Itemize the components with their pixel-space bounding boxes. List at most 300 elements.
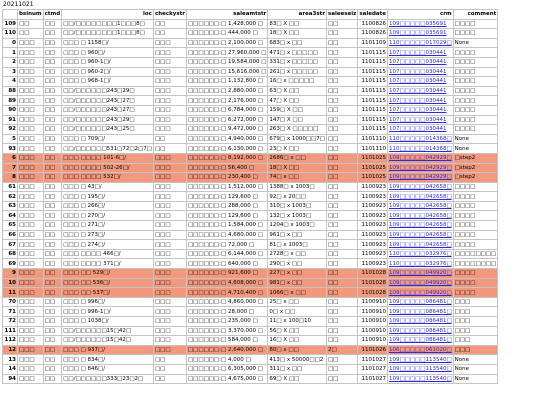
table-row[interactable]	[3, 125, 498, 135]
cell-saledate: 1100910	[358, 317, 388, 327]
cell-saledate: 1101115	[358, 48, 388, 58]
table-row[interactable]	[3, 38, 498, 48]
cell-crm-link[interactable]: 109□□□□□086481□	[388, 299, 452, 306]
column-header-bsinum[interactable]: bsinum	[19, 11, 42, 18]
row-index: 62	[3, 192, 18, 202]
cell-comment: □□□□	[453, 105, 498, 115]
cell-ctmd: □□	[43, 307, 62, 317]
cell-ctmd: □□	[43, 345, 62, 355]
cell-bsinum: □□□	[18, 259, 44, 269]
column-header-ctmd[interactable]: ctmd	[44, 11, 61, 18]
cell-loc: □□□ □ 960-1□/	[62, 57, 154, 67]
cell-saleamtstr: □□□□□□:□ 235,000 □	[186, 317, 267, 327]
cell-crm-link[interactable]: 109□□□□□113540□	[388, 366, 452, 373]
cell-bsinum: □□□	[18, 336, 44, 346]
cell-saledate: 1101027	[358, 355, 388, 365]
cell-saleeseiz: □□	[326, 105, 357, 115]
cell-saleamtstr: □□□□□□:□ 2,100,000 □	[186, 38, 267, 48]
table-row[interactable]	[3, 288, 498, 298]
cell-saleeseiz: □□	[326, 221, 357, 231]
cell-ctmd: □□	[43, 211, 62, 221]
cell-saleamtstr: □□□□□□:□ 3,370,000 □	[186, 326, 267, 336]
cell-saledate: 1101110	[358, 134, 388, 144]
cell-checkystr: □□□	[153, 48, 186, 58]
cell-bsinum: □□□	[18, 288, 44, 298]
table-row[interactable]	[3, 278, 498, 288]
cell-loc: □□/□□□□□□□□1□□□8□	[62, 29, 154, 39]
cell-comment: □□□□	[453, 211, 498, 221]
cell-checkystr: □□	[153, 355, 186, 365]
cell-ctmd: □□	[43, 115, 62, 125]
cell-crm-link[interactable]: 110□□□□□014368□	[388, 136, 452, 143]
cell-comment: None	[453, 144, 498, 154]
cell-crm-link[interactable]: 109□□□□□042658□	[388, 183, 452, 190]
cell-bsinum: □□□	[18, 48, 44, 58]
cell-crm-link[interactable]: 110□□□□□032976□	[388, 260, 452, 267]
cell-comment: □□□□	[453, 182, 498, 192]
cell-checkystr: □□□	[153, 163, 186, 173]
cell-saleeseiz: □□	[326, 230, 357, 240]
cell-checkystr: □□	[153, 364, 186, 374]
cell-bsinum: □□□	[18, 326, 44, 336]
cell-saledate: 1101115	[358, 125, 388, 135]
cell-area3str: 69□ X □□	[268, 374, 327, 384]
row-index: 112	[3, 336, 18, 346]
cell-bsinum: □□□	[18, 134, 44, 144]
cell-crm-link[interactable]: 109□□□□□049920□	[388, 279, 452, 286]
table-row[interactable]	[3, 374, 498, 384]
cell-crm-link[interactable]: 107□□□□□030441	[387, 57, 453, 67]
cell-saleeseiz: □□	[326, 307, 357, 317]
cell-ctmd: □□	[43, 86, 62, 96]
table-row[interactable]	[3, 249, 498, 259]
cell-checkystr: □□□	[153, 345, 186, 355]
column-header-index[interactable]	[3, 10, 18, 20]
cell-comment: □□□□	[453, 221, 498, 231]
cell-crm-link[interactable]: 110□□□□□017029□	[388, 40, 452, 47]
data-table	[2, 9, 498, 384]
cell-saleeseiz: □□	[326, 288, 357, 298]
cell-checkystr: □□	[153, 29, 186, 39]
table-row[interactable]	[3, 230, 498, 240]
column-header-saleamtstr[interactable]: saleamtstr	[186, 10, 267, 20]
cell-comment: □□□□□□□□	[454, 251, 497, 258]
cell-comment: □□□□	[453, 96, 498, 106]
cell-crm-link[interactable]: 109□□□□□086481□	[388, 308, 452, 315]
cell-ctmd: □□	[43, 221, 62, 231]
cell-comment: None	[453, 134, 498, 144]
cell-loc: □□□ □□ 537□/	[62, 288, 154, 298]
row-index: 72	[3, 317, 18, 327]
column-header-saledate[interactable]: saledate	[359, 11, 386, 18]
row-index: 88	[3, 86, 18, 96]
table-row[interactable]	[3, 364, 498, 374]
cell-saledate: 1100910	[358, 336, 388, 346]
cell-saledate: 1100923	[358, 211, 388, 221]
cell-saleeseiz: □□	[326, 86, 357, 96]
cell-saledate: 1100923	[358, 221, 388, 231]
cell-saleamtstr: □□□□□□:□ 1,512,000 □	[186, 182, 267, 192]
cell-ctmd: □□	[43, 96, 62, 106]
cell-comment: □□□□	[453, 86, 498, 96]
table-row[interactable]	[3, 259, 498, 269]
cell-area3str: 83□ X □□	[268, 19, 327, 29]
cell-area3str: 471□ x □□□□□	[268, 48, 327, 58]
cell-checkystr: □□□	[153, 278, 186, 288]
cell-comment: □□□□	[453, 269, 498, 279]
cell-bsinum: □□□	[18, 269, 44, 279]
cell-checkystr: □□□	[153, 259, 186, 269]
cell-checkystr: □□	[153, 134, 186, 144]
cell-saleamtstr: □□□□□□:□ 230,400 □	[186, 173, 267, 183]
cell-saleeseiz: □□	[326, 240, 357, 250]
table-row[interactable]	[3, 269, 498, 279]
cell-saleamtstr: □□□□□□:□ 129,600 □	[186, 192, 267, 202]
cell-comment: □□□□	[453, 278, 498, 288]
table-row[interactable]	[3, 86, 498, 96]
cell-bsinum: □□□	[18, 144, 44, 154]
cell-area3str: 159□ X □□	[268, 105, 327, 115]
cell-crm-link[interactable]: 107□□□□□030441	[387, 77, 453, 87]
cell-crm-link[interactable]: 107□□□□□030441	[387, 86, 453, 96]
cell-area3str: 961□ x □□	[268, 230, 327, 240]
cell-ctmd: □□	[43, 201, 62, 211]
cell-bsinum: □□□	[18, 355, 44, 365]
cell-saledate: 1101027	[358, 364, 388, 374]
cell-area3str: 331□ x □□□□□	[268, 57, 327, 67]
cell-saleamtstr: □□□□□□:□ 4,940,000 □	[186, 134, 267, 144]
cell-bsinum: □□□	[18, 201, 44, 211]
cell-ctmd: □□	[43, 278, 62, 288]
cell-comment: None	[453, 355, 498, 365]
column-header-saleeseiz[interactable]: saleeseiz	[327, 11, 357, 18]
cell-saledate: 1101115	[358, 96, 388, 106]
column-header-area3str[interactable]: area3str	[268, 10, 327, 20]
cell-bsinum: □□□	[18, 77, 44, 87]
row-index: 64	[3, 211, 18, 221]
cell-crm-link[interactable]: 109□□□□□049920□	[388, 289, 452, 296]
table-row[interactable]	[3, 153, 498, 163]
row-index: 13	[3, 355, 18, 365]
cell-loc: □□□ □ 996-1□/	[62, 307, 154, 317]
cell-checkystr: □□□	[153, 336, 186, 346]
cell-loc: □□□ □□ 529□/	[62, 269, 154, 279]
cell-loc: □□□ □□ 536□/	[62, 278, 154, 288]
table-row[interactable]	[3, 297, 498, 307]
cell-saleeseiz: □□	[326, 29, 357, 39]
cell-ctmd: □□	[43, 77, 62, 87]
cell-area3str: 227□ x □□	[268, 269, 327, 279]
cell-saleeseiz: □□	[326, 48, 357, 58]
table-row[interactable]	[3, 345, 498, 355]
cell-crm-link[interactable]: 109□□□□□042929□	[388, 174, 452, 181]
cell-saleeseiz: □□	[326, 163, 357, 173]
table-row[interactable]	[3, 201, 498, 211]
cell-bsinum: □□□	[18, 240, 44, 250]
cell-loc: □□/□□□□□□15□42□	[62, 326, 154, 336]
table-row[interactable]	[3, 182, 498, 192]
cell-crm-link[interactable]: 109□□□□□049920□	[388, 270, 452, 277]
cell-area3str: 92□ x 20□□	[268, 192, 327, 202]
cell-loc: □□□ □ 1158□/	[62, 38, 154, 48]
cell-saleamtstr: □□□□□□:□ 28,000 □	[186, 307, 267, 317]
table-row[interactable]	[3, 77, 498, 87]
cell-loc: □□/□□□□□□243□27□	[62, 96, 154, 106]
column-header-crm[interactable]: crm	[387, 10, 453, 20]
cell-ctmd: □□	[43, 134, 62, 144]
table-row[interactable]	[3, 326, 498, 336]
table-row[interactable]	[3, 134, 498, 144]
table-row[interactable]	[3, 29, 498, 39]
cell-saleamtstr: □□□□□□:□ 72,000 □	[186, 240, 267, 250]
cell-comment: □□□□	[453, 240, 498, 250]
cell-loc: □□/□□□□□□□□1□□□8□	[62, 19, 154, 29]
cell-bsinum: □□□	[18, 230, 44, 240]
cell-comment: □□□	[453, 336, 498, 346]
cell-checkystr: □□□	[153, 86, 186, 96]
cell-loc: □□□ □ 266□/	[62, 201, 154, 211]
cell-crm-link[interactable]: 110□□□□□014368□	[388, 145, 452, 152]
cell-area3str: 25□ x □□	[268, 297, 327, 307]
cell-area3str: 16□ X □□	[268, 336, 327, 346]
cell-saledate: 1101028	[358, 288, 388, 298]
table-row[interactable]	[3, 192, 498, 202]
cell-bsinum: □□□	[18, 297, 44, 307]
cell-saleamtstr: □□□□□□:□ 9,472,000 □	[186, 125, 267, 135]
row-index: 61	[3, 182, 18, 192]
cell-saledate: 1101115	[358, 77, 388, 87]
cell-ctmd: □□	[43, 57, 62, 67]
cell-area3str: 81□ x 1003□	[268, 240, 327, 250]
cell-area3str: 310□ x 1003□	[268, 201, 327, 211]
cell-saledate: 1100923	[358, 192, 388, 202]
cell-saleamtstr: □□□□□□:□ 56,400 □	[186, 163, 267, 173]
cell-bsinum: □□	[18, 29, 44, 39]
cell-comment: □□□□	[453, 125, 498, 135]
cell-saledate: 1101025	[358, 173, 388, 183]
cell-checkystr: □□□	[153, 317, 186, 327]
cell-loc: □□□ □ 937□/	[62, 345, 154, 355]
cell-saledate: 1101115	[358, 86, 388, 96]
cell-crm-link[interactable]: 109□□□□□042658□	[388, 212, 452, 219]
cell-saleeseiz: □□	[326, 259, 357, 269]
cell-bsinum: □□□	[18, 173, 44, 183]
table-row[interactable]	[3, 221, 498, 231]
cell-saleeseiz: □□	[326, 249, 357, 259]
cell-saleamtstr: □□□□□□:□ 444,000 □	[186, 29, 267, 39]
cell-ctmd: □□	[43, 269, 62, 279]
table-row[interactable]	[3, 48, 498, 58]
cell-crm-link[interactable]: 109□□□□□042658□	[388, 241, 452, 248]
row-index: 8	[3, 173, 18, 183]
cell-saledate: 1100826	[358, 29, 388, 39]
cell-area3str: 18□ X □□	[268, 29, 327, 39]
cell-checkystr: □□□	[153, 201, 186, 211]
cell-saleamtstr: □□□□□□:□ 6,130,000 □	[186, 144, 267, 154]
cell-saledate: 1100923	[358, 230, 388, 240]
row-index: 7	[3, 163, 18, 173]
cell-ctmd: □□	[43, 326, 62, 336]
cell-crm-link[interactable]: 109□□□□□113540□	[388, 356, 452, 363]
row-index: 89	[3, 96, 18, 106]
cell-area3str: 263□ X □□□□□	[268, 125, 327, 135]
cell-saleeseiz: □□	[326, 134, 357, 144]
cell-crm-link[interactable]: 109□□□□□086481□	[388, 337, 452, 344]
cell-checkystr: □□□	[153, 105, 186, 115]
row-index: 1	[3, 48, 18, 58]
table-row[interactable]	[3, 144, 498, 154]
cell-saleamtstr: □□□□□□:□ 584,000 □	[186, 336, 267, 346]
cell-crm-link[interactable]: 107□□□□□030441	[387, 96, 453, 106]
cell-area3str: 74□ x □□	[268, 173, 327, 183]
cell-saleeseiz: □□	[326, 211, 357, 221]
column-header-checkystr[interactable]: checkystr	[154, 11, 185, 18]
table-row[interactable]	[3, 307, 498, 317]
cell-bsinum: □□□	[18, 125, 44, 135]
cell-loc: □□□ □ 273□/	[62, 230, 154, 240]
cell-saledate: 1100910	[358, 307, 388, 317]
cell-ctmd: □□	[43, 105, 62, 115]
row-index: 11	[3, 288, 18, 298]
cell-loc: □□/□□□□□□333□23□2□	[62, 374, 154, 384]
table-row[interactable]	[3, 173, 498, 183]
cell-crm-link[interactable]: 107□□□□□030441	[387, 67, 453, 77]
cell-area3str: 981□ x □□	[268, 278, 327, 288]
cell-bsinum: □□□	[18, 86, 44, 96]
cell-saledate: 1100910	[358, 297, 388, 307]
table-row[interactable]	[3, 336, 498, 346]
cell-crm-link[interactable]: 109□□□□□042929□	[388, 155, 452, 162]
cell-bsinum: □□□	[18, 249, 44, 259]
cell-saleamtstr: □□□□□□:□ 1,584,000 □	[186, 221, 267, 231]
cell-crm-link[interactable]: 109□□□□□042658□	[388, 222, 452, 229]
cell-saleeseiz: □□	[326, 192, 357, 202]
cell-crm-link[interactable]: 109□□□□□086481□	[388, 318, 452, 325]
cell-saledate: 1100923	[358, 182, 388, 192]
table-row[interactable]	[3, 317, 498, 327]
cell-saleamtstr: □□□□□□:□ 4,608,000 □	[186, 278, 267, 288]
cell-bsinum: □□□	[18, 38, 44, 48]
cell-area3str: 147□ X □□	[268, 115, 327, 125]
cell-checkystr: □□□	[153, 96, 186, 106]
cell-checkystr: □□□	[153, 211, 186, 221]
cell-ctmd: □□	[43, 173, 62, 183]
cell-saleeseiz: □□	[326, 38, 357, 48]
table-row[interactable]	[3, 96, 498, 106]
table-row[interactable]	[3, 105, 498, 115]
cell-checkystr: □□□	[153, 240, 186, 250]
cell-crm-link[interactable]: 109□□□□□042658□	[388, 193, 452, 200]
cell-crm-link[interactable]: 107□□□□□030441	[387, 48, 453, 58]
column-header-loc[interactable]: loc	[62, 10, 154, 20]
cell-loc: □□□ □ 846□/	[62, 364, 154, 374]
row-index: 2	[3, 57, 18, 67]
cell-saledate: 1101110	[358, 144, 388, 154]
row-index: 111	[3, 326, 18, 336]
cell-saledate: 1100910	[358, 326, 388, 336]
cell-ctmd: □□	[43, 259, 62, 269]
cell-ctmd: □□	[43, 38, 62, 48]
cell-crm-link[interactable]: 109□□□□□086481□	[388, 327, 452, 334]
cell-saleeseiz: □□	[326, 67, 357, 77]
cell-loc: □□□ □ 43□/	[62, 182, 154, 192]
cell-ctmd: □□	[43, 67, 62, 77]
cell-saledate: 1101025	[358, 163, 388, 173]
cell-area3str: 80□ x □□	[268, 345, 327, 355]
row-index: 110	[3, 29, 18, 39]
cell-saledate: 1101028	[358, 278, 388, 288]
column-header-comment[interactable]: comment	[453, 10, 498, 20]
cell-saleamtstr: □□□□□□:□ 4,710,400 □	[186, 288, 267, 298]
table-header-row	[3, 10, 498, 20]
cell-crm-link[interactable]: 109□□□□□042658□	[388, 203, 452, 210]
row-index: 3	[3, 67, 18, 77]
cell-loc: □□□ □ 270□/	[62, 211, 154, 221]
table-row[interactable]	[3, 19, 498, 29]
cell-bsinum: □□□	[18, 374, 44, 384]
cell-loc: □□□ □□□□ 101-6□/	[62, 153, 154, 163]
cell-bsinum: □□□	[18, 211, 44, 221]
table-row[interactable]	[3, 240, 498, 250]
cell-loc: □□□ □ 271□/	[62, 221, 154, 231]
cell-bsinum: □□□	[18, 192, 44, 202]
cell-bsinum: □□□	[18, 153, 44, 163]
cell-saledate: 1100923	[358, 240, 388, 250]
row-index: 5	[3, 134, 18, 144]
row-index: 10	[3, 278, 18, 288]
table-row[interactable]	[3, 211, 498, 221]
table-row[interactable]	[3, 355, 498, 365]
cell-ctmd: □□	[43, 48, 62, 58]
cell-comment: □□□	[453, 307, 498, 317]
cell-ctmd: □□	[43, 288, 62, 298]
cell-saleamtstr: □□□□□□:□ 6,784,000 □	[186, 105, 267, 115]
cell-saleeseiz: □□	[326, 57, 357, 67]
cell-crm-link[interactable]: 109□□□□□113540□	[388, 375, 452, 382]
cell-crm-link[interactable]: 106□□□□□061020□	[388, 347, 452, 354]
cell-loc: □□/□□□□□□243□25□	[62, 125, 154, 135]
cell-loc: □□/□□□□□□243□27□	[62, 105, 154, 115]
cell-crm-link[interactable]: 109□□□□□042658□	[388, 231, 452, 238]
cell-checkystr: □□□	[153, 115, 186, 125]
cell-bsinum: □□	[18, 19, 44, 29]
cell-crm-link[interactable]: 110□□□□□032976□	[388, 251, 452, 258]
cell-crm-link[interactable]: 107□□□□□030441	[387, 105, 453, 115]
cell-crm-link[interactable]: 107□□□□□030441	[387, 125, 453, 135]
cell-checkystr: □□□	[153, 269, 186, 279]
cell-crm-link[interactable]: 109□□□□□042929□	[388, 164, 452, 171]
cell-crm-link[interactable]: 107□□□□□030441	[387, 115, 453, 125]
cell-ctmd: □□	[43, 364, 62, 374]
cell-crm-link[interactable]: 109□□□□□035691	[387, 29, 453, 39]
cell-crm-link[interactable]: 109□□□□□035691	[387, 19, 453, 29]
cell-ctmd: □□	[43, 192, 62, 202]
row-index: 94	[3, 374, 18, 384]
cell-checkystr: □□	[153, 144, 186, 154]
cell-area3str: 683□ x □□	[268, 38, 327, 48]
table-row[interactable]	[3, 57, 498, 67]
table-row[interactable]	[3, 115, 498, 125]
cell-saleamtstr: □□□□□□:□ 15,616,000 □	[187, 68, 267, 75]
cell-saleeseiz: □□	[326, 374, 357, 384]
table-row[interactable]	[3, 163, 498, 173]
cell-saledate: 1100923	[358, 201, 388, 211]
cell-saleeseiz: □□	[326, 269, 357, 279]
cell-comment: □□□□	[453, 192, 498, 202]
row-index: 12	[3, 345, 18, 355]
cell-comment: □□□□	[453, 230, 498, 240]
table-row[interactable]	[3, 67, 498, 77]
